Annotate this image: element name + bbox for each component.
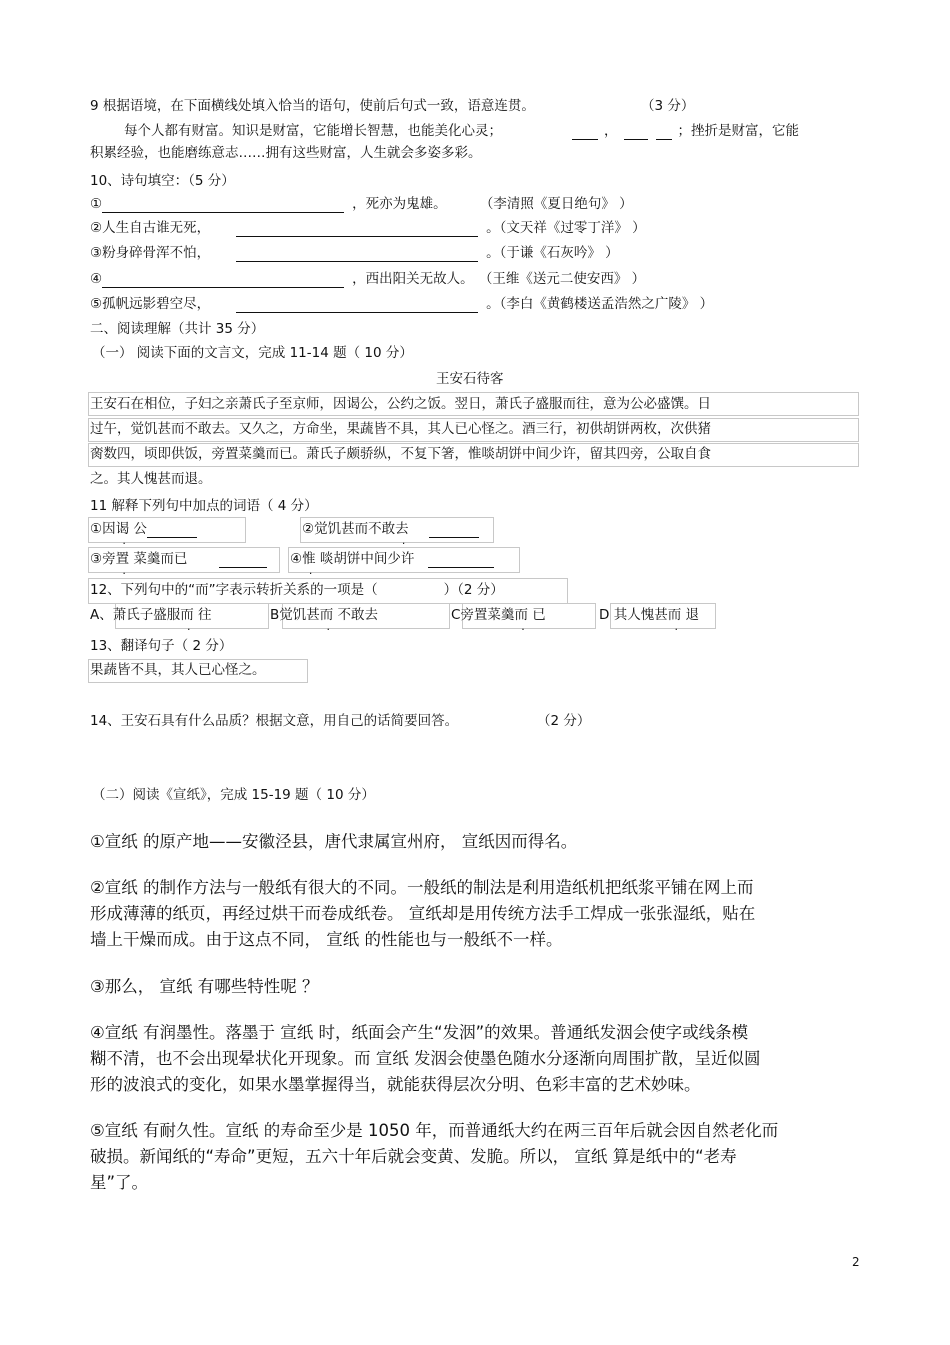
q12-option-pre: 其人愧甚 <box>609 607 668 623</box>
q11-d-pre: ④ <box>290 551 303 567</box>
q12-option-a[interactable] <box>90 606 212 624</box>
q12-option-pre: 旁置菜羹 <box>460 607 515 623</box>
q10-item-source: （于谦《石灰吟》 ） <box>499 245 619 261</box>
q10-item-text: 孤帆远影碧空尽， <box>102 296 211 312</box>
q11-d <box>290 550 494 568</box>
q12-title <box>90 581 504 599</box>
part2-p4-line: ④宣纸 有润墨性。落墨于 宣纸 时，纸面会产生“发洇”的效果。普通纸发洇会使字或线条模 <box>90 1023 749 1042</box>
q10-item-number: ④ <box>90 271 103 287</box>
q11-b <box>302 520 479 538</box>
q10-item-source: （李清照《夏日绝句》 ） <box>486 196 633 212</box>
q12-option-dotted-word: 而 <box>514 607 528 623</box>
q12-option-post: 已 <box>527 607 546 623</box>
q9-title: 9 根据语境，在下面横线处填入恰当的语句，使前后句式一致，语意连贯。 <box>90 98 535 114</box>
q12-option-dotted-word: 而 <box>319 607 334 623</box>
story-line: 脔数四，顷即供饭，旁置菜羹而已。萧氏子颇骄纵，不复下箸，惟啖胡饼中间少许，留其四旁，公取自食 <box>90 446 711 462</box>
q14-score: （2 分） <box>537 713 591 729</box>
q11-a-pre: ①因 <box>90 521 116 537</box>
q10-blank-1[interactable] <box>102 198 344 213</box>
q10-item-text: 粉身碎骨浑不怕， <box>102 245 211 261</box>
part2-p3: ③那么， 宣纸 有哪些特性呢 ？ <box>90 977 319 996</box>
part2-p2-line: 墙上干燥而成。由于这点不同， 宣纸 的性能也与一般纸不一样。 <box>90 930 563 949</box>
q10-blank-3[interactable] <box>236 247 478 262</box>
q12-option-pre: 萧氏子盛服 <box>112 607 181 623</box>
part2-p4-line: 糊不清，也不会出现晕状化开现象。而 宣纸 发洇会使墨色随水分逐渐向周围扩散，呈近似圆 <box>90 1049 761 1068</box>
q9-line2: 积累经验，也能磨练意志……拥有这些财富，人生就会多姿多彩。 <box>90 145 482 161</box>
part2-p5-line: 破损。新闻纸的“寿命”更短，五六十年后就会变黄、发脆。所以， 宣纸 算是纸中的“老寿 <box>90 1147 737 1166</box>
story-title: 王安石待客 <box>436 371 504 387</box>
q10-item-text: 人生自古谁无死， <box>102 220 211 236</box>
q12-option-label: D <box>599 607 610 623</box>
q12-option-dotted-word: 而 <box>180 607 194 623</box>
q10-item-5 <box>90 295 713 313</box>
q9-blank-2b[interactable] <box>656 125 672 140</box>
q10-item-end: 。 <box>486 296 500 312</box>
q12-option-pre: 觉饥甚 <box>279 607 320 623</box>
q12-option-label: A、 <box>90 607 113 623</box>
q12-option-post: 退 <box>681 607 699 623</box>
part2-title: （二）阅读《宣纸》，完成 15-19 题（ 10 分） <box>92 787 375 803</box>
part2-p1: ①宣纸 的原产地——安徽泾县，唐代隶属宣州府， 宣纸因而得名。 <box>90 832 578 851</box>
q10-blank-5[interactable] <box>236 298 478 313</box>
q11-c <box>90 550 267 568</box>
q12-option-dotted-word: 而 <box>667 607 682 623</box>
q10-item-4 <box>90 270 645 288</box>
q12-option-post: 不敢去 <box>333 607 379 623</box>
q12-option-b[interactable] <box>270 606 378 624</box>
part1-title: （一） 阅读下面的文言文，完成 11-14 题（ 10 分） <box>92 345 413 361</box>
q10-blank-2[interactable] <box>236 222 478 237</box>
q13-title: 13、翻译句子（ 2 分） <box>90 638 233 654</box>
q10-blank-4[interactable] <box>102 273 344 288</box>
q10-title: 10、诗句填空：（5 分） <box>90 173 235 189</box>
q11-d-dotted-word: 惟 <box>302 551 316 567</box>
q12-option-c[interactable] <box>451 606 546 624</box>
story-line: 之。其人愧甚而退。 <box>90 471 212 487</box>
q9-line1-text: 每个人都有财富。知识是财富，它能增长智慧，也能美化心灵； <box>124 123 502 139</box>
story-line: 过午，觉饥甚而不敢去。又久之，方命坐，果蔬皆不具，其人已心怪之。酒三行，初供胡饼两枚，次供猪 <box>90 421 711 437</box>
section2-title: 二、阅读理解（共计 35 分） <box>90 321 265 337</box>
q9-comma: ， <box>604 123 618 139</box>
story-line: 王安石在相位，子妇之亲萧氏子至京师，因谒公，公约之饭。翌日，萧氏子盛服而往，意为公必盛馔。日 <box>90 396 711 412</box>
q11-a-post: 公 <box>129 521 147 537</box>
part2-p2-line: ②宣纸 的制作方法与一般纸有很大的不同。一般纸的制法是利用造纸机把纸浆平铺在网上而 <box>90 878 754 897</box>
q10-item-number: ⑤ <box>90 296 103 312</box>
q9-line1-end: ；挫折是财富，它能 <box>677 123 799 139</box>
q12-title-text: 12、下列句中的“而”字表示转折关系的一项是（ <box>90 582 378 598</box>
part2-p5-line: 星”了。 <box>90 1173 149 1192</box>
q10-item-number: ① <box>90 196 103 212</box>
q11-c-dotted-word: 置 <box>115 551 130 567</box>
q10-item-source: （文天祥《过零丁洋》 ） <box>499 220 646 236</box>
q11-a <box>90 520 197 538</box>
q9-blank-1[interactable] <box>572 125 598 140</box>
q11-c-post: 菜羹而已 <box>129 551 188 567</box>
q12-score: ）（2 分） <box>443 582 504 598</box>
q10-item-number: ② <box>90 220 103 236</box>
q10-item-source: （李白《黄鹤楼送孟浩然之广陵》 ） <box>499 296 714 312</box>
q11-d-blank[interactable] <box>428 553 494 568</box>
q11-c-blank[interactable] <box>219 553 267 568</box>
part2-p2-line: 形成薄薄的纸页，再经过烘干而卷成纸卷。 宣纸却是用传统方法手工焊成一张张湿纸，贴在 <box>90 904 756 923</box>
q12-option-label: C <box>451 607 461 623</box>
q9-score: （3 分） <box>641 98 695 114</box>
q11-title: 11 解释下列句中加点的词语（ 4 分） <box>90 498 318 514</box>
q10-item-text: ，西出阳关无故人。 <box>352 271 474 287</box>
q11-a-blank[interactable] <box>147 523 197 538</box>
q13-sentence: 果蔬皆不具，其人已心怪之。 <box>90 662 266 678</box>
q14-title: 14、王安石具有什么品质？根据文意，用自己的话简要回答。 <box>90 713 459 729</box>
q10-item-1 <box>90 195 633 213</box>
q9-blank-2a[interactable] <box>624 125 648 140</box>
q12-option-label: B <box>270 607 280 623</box>
q10-item-3 <box>90 244 619 262</box>
q10-item-source: （王维《送元二使安西》 ） <box>485 271 646 287</box>
q12-option-post: 往 <box>193 607 212 623</box>
page-number: 2 <box>852 1255 860 1269</box>
q10-item-2 <box>90 219 646 237</box>
q11-a-dotted-word: 谒 <box>115 521 130 537</box>
q11-b-dotted-word: 去 <box>395 521 409 537</box>
part2-p5-line: ⑤宣纸 有耐久性。宣纸 的寿命至少是 1050 年，而普通纸大约在两三百年后就会因自然老化而 <box>90 1121 779 1140</box>
q11-d-post: 啖胡饼中间少许 <box>315 551 415 567</box>
q12-option-d[interactable] <box>599 606 699 624</box>
q10-item-end: 。 <box>486 245 500 261</box>
q9-line1 <box>124 122 799 140</box>
q11-b-blank[interactable] <box>429 523 479 538</box>
q10-item-end: 。 <box>486 220 500 236</box>
q10-item-number: ③ <box>90 245 103 261</box>
q10-item-text: ，死亦为鬼雄。 <box>352 196 447 212</box>
part2-p4-line: 形的波浪式的变化，如果水墨掌握得当，就能获得层次分明、色彩丰富的艺术妙味。 <box>90 1075 701 1094</box>
q11-b-pre: ②觉饥甚而不敢 <box>302 521 396 537</box>
q11-c-pre: ③旁 <box>90 551 116 567</box>
